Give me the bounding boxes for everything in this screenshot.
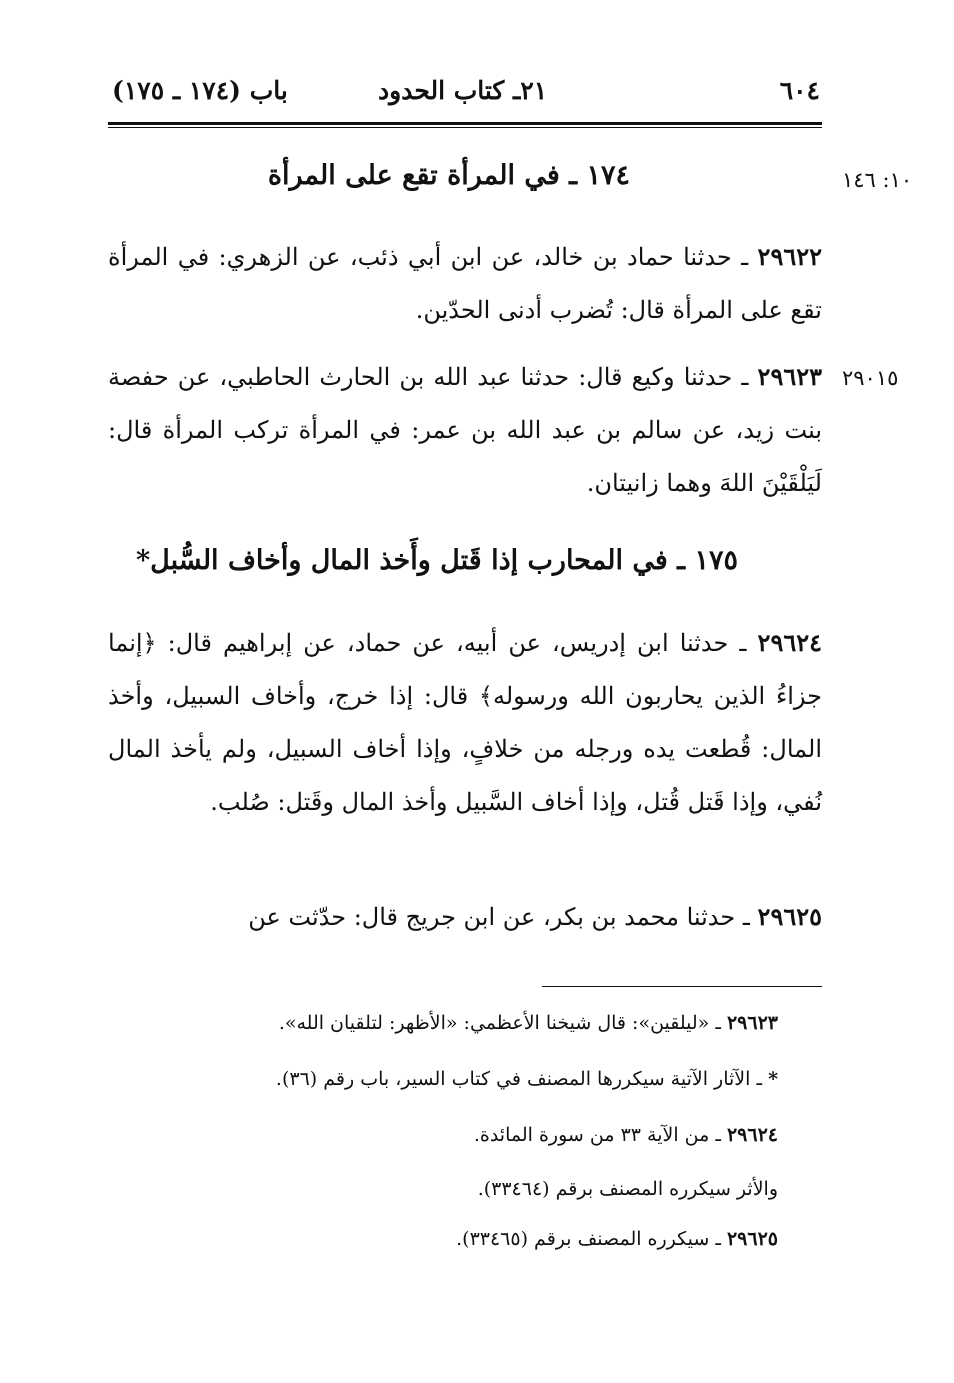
hadith-text: ـ حدثنا وكيع قال: حدثنا عبد الله بن الحارث الحاطبي، عن حفصة بنت زيد، عن سالم بن عبد الله بن عمر: في المرأة تركب المرأة قال: لَيَلْقَيْنَ اللهَ وهما زانيتان.	[108, 363, 823, 497]
header-rule-thin	[108, 127, 822, 128]
footnote	[276, 1068, 778, 1090]
hadith-number: ٢٩٦٢٢	[757, 242, 822, 271]
hadith-number: ٢٩٦٢٥	[757, 902, 822, 931]
footnote-text: ـ الآثار الآتية سيكررها المصنف في كتاب السير، باب رقم (٣٦).	[275, 1068, 763, 1090]
footnote	[279, 1012, 778, 1034]
footnote-text: والأثر سيكرره المصنف برقم (٣٣٤٦٤).	[477, 1178, 778, 1200]
chapter-range: باب (١٧٤ ـ ١٧٥)	[112, 76, 288, 105]
book-title: ٢١ـ كتاب الحدود	[378, 76, 548, 105]
hadith-text: ـ حدثنا ابن إدريس، عن أبيه، عن حماد، عن إبراهيم قال: ﴿إنما جزاءُ الذين يحاربون الله ورسوله﴾ قال: إذا خرج، وأخاف السبيل، وأخذ المال: قُطعت يده ورجله من خلافٍ، وإذا أخاف السبيل، ولم يأخذ المال نُفي، وإذا قَتل قُتل، وإذا أخاف السَّبيل وأخذ المال وقَتل: صُلب.	[108, 629, 822, 816]
footnote-number: ٢٩٦٢٥	[726, 1228, 778, 1250]
hadith-paragraph	[108, 890, 822, 944]
hadith-number: ٢٩٦٢٣	[757, 362, 822, 391]
page-number: ٦٠٤	[779, 76, 820, 105]
hadith-text: ـ حدثنا محمد بن بكر، عن ابن جريج قال: حدّثت عن	[248, 903, 750, 931]
hadith-text: ـ حدثنا حماد بن خالد، عن ابن أبي ذئب، عن الزهري: في المرأة تقع على المرأة قال: تُضرب أدنى الحدّين.	[108, 243, 822, 324]
hadith-paragraph	[108, 616, 822, 829]
footnote-text: ـ سيكرره المصنف برقم (٣٣٤٦٥).	[456, 1228, 721, 1250]
footnote	[456, 1228, 778, 1250]
margin-reference: ٢٩٠١٥	[842, 366, 899, 390]
hadith-number: ٢٩٦٢٤	[757, 628, 822, 657]
footnote-number: *	[768, 1068, 778, 1090]
footnote-number: ٢٩٦٢٤	[726, 1124, 778, 1146]
footnote	[478, 1178, 778, 1200]
header-rule	[108, 122, 822, 125]
footnote-number: ٢٩٦٢٣	[726, 1012, 778, 1034]
margin-reference: ١٠: ١٤٦	[842, 168, 913, 192]
section-title: ١٧٤ ـ في المرأة تقع على المرأة	[267, 160, 630, 191]
section-title: ١٧٥ ـ في المحارب إذا قَتل وأَخذ المال وأخاف السُّبل*	[136, 545, 738, 576]
hadith-paragraph	[108, 350, 822, 510]
footnote-text: ـ من الآية ٣٣ من سورة المائدة.	[473, 1124, 721, 1146]
footnote-text: ـ «ليلقين»: قال شيخنا الأعظمي: «الأظهر: لتلقيان الله».	[278, 1012, 721, 1034]
hadith-paragraph	[108, 230, 822, 337]
footnote-rule	[542, 986, 822, 987]
footnote	[474, 1124, 778, 1146]
